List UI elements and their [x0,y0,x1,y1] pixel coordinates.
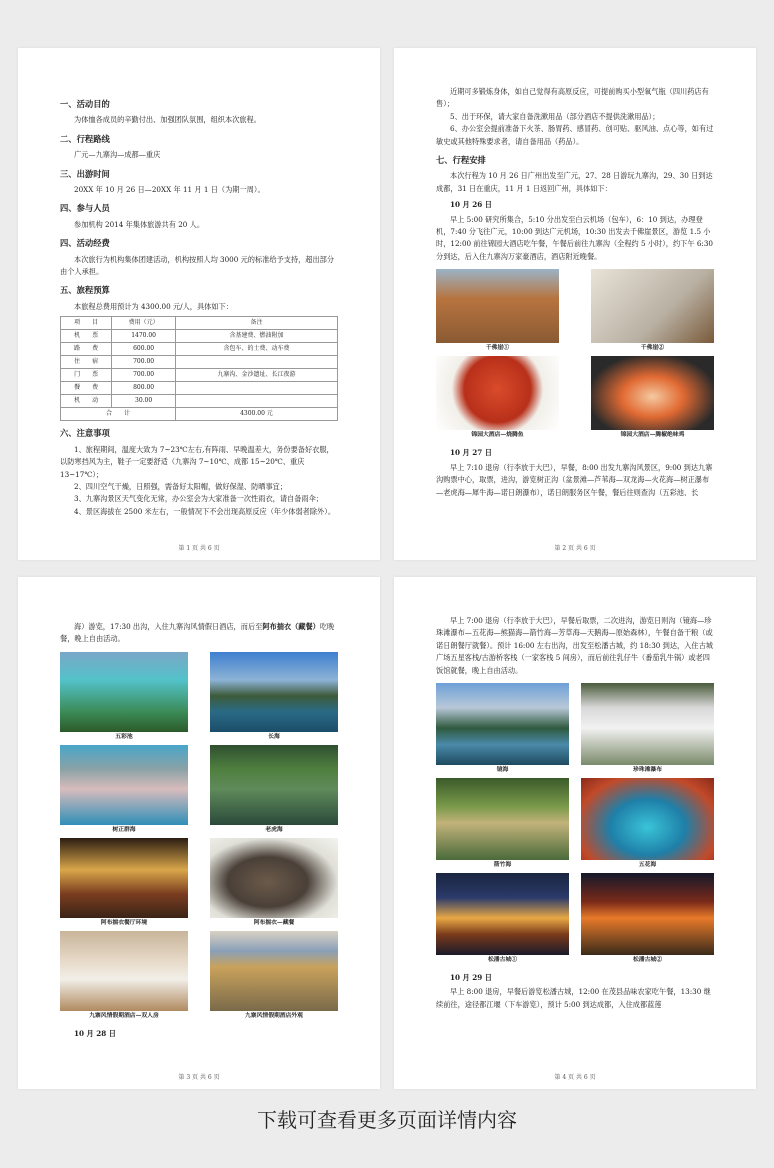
section-heading: 五、旅程预算 [60,285,110,296]
photo-caption: 老虎海 [265,826,283,833]
table-row [61,369,338,382]
table-cell [175,382,337,395]
photo-caption: 五彩池 [115,733,133,740]
note-item: 5、出于环保，请大家自备洗漱用品（部分酒店不提供洗漱用品）； [450,111,660,121]
table-total-row [61,408,338,421]
restaurant-interior-photo [60,838,188,918]
photo-item [591,269,714,353]
day-heading: 10 月 27 日 [450,448,492,458]
table-cell: 九寨沟、金沙遗址、长江夜游 [175,369,337,382]
buddha-carving-photo [591,269,714,343]
table-header-row [61,317,338,330]
section-heading: 二、行程路线 [60,133,110,144]
arrow-bamboo-lake-photo [436,778,569,860]
photo-caption: 九寨风情假期酒店—双人房 [89,1012,159,1019]
table-cell: 机 票 [61,330,112,343]
note-item: 2、四川空气干燥，日照强，需备好太阳帽，做好保湿、防晒事宜； [74,481,288,491]
section-heading: 一、活动目的 [60,99,110,109]
photo-item [60,931,188,1021]
photo-grid [60,652,338,1024]
table-cell: 路 费 [61,343,112,356]
table-cell: 4300.00 元 [175,408,337,421]
photo-item [436,873,569,965]
photo-grid [436,683,714,968]
photo-grid [436,269,714,443]
page-footer: 第 2 页 共 6 页 [554,545,596,552]
day-heading: 10 月 29 日 [450,973,492,983]
photo-item [210,745,338,835]
page-footer: 第 3 页 共 6 页 [178,1074,220,1081]
tibetan-meal-photo [210,838,338,918]
shuzheng-lakes-photo [60,745,188,825]
restaurant-name: 阿布揣衣（藏餐） [262,622,320,631]
paragraph: 早上 7:10 退房（行李放于大巴），早餐，8:00 出发九寨沟风景区，9:00 到达九寨沟购票中心，取票，进沟，游览树正沟（盆景滩—芦苇海—双龙海—火花海—树正瀑布—老虎海—犀牛海—诺日朗瀑布），诺日朗服务区午餐，餐后往则查沟（五彩池、长 [436,462,713,497]
photo-item [436,269,559,353]
long-lake-photo [210,652,338,732]
table-row [61,330,338,343]
paragraph: 20XX 年 10 月 26 日—20XX 年 11 月 1 日（为期一周）。 [74,185,265,195]
photo-item [581,683,714,775]
table-cell [175,356,337,369]
table-row [61,382,338,395]
photo-item [60,745,188,835]
table-row [61,395,338,408]
text-span: 海）游览，17:30 出沟，入住九寨沟风情假日酒店，而后至 [74,622,263,631]
photo-caption: 长海 [268,733,280,740]
photo-caption: 五花海 [638,862,657,869]
table-cell: 含包车、的士费、动车费 [175,343,337,356]
photo-item [436,356,559,440]
table-cell: 600.00 [112,343,176,356]
text-span: 吃晚餐，晚上自由活动。 [60,622,335,644]
photo-item [210,652,338,742]
photo-caption: 千佛崖② [640,345,665,352]
note-item: 6、办公室会提前准备下火茶、肠胃药、感冒药、创可贴、驱风油、点心等，如有过敏史或其他特殊要求者，请自备用品（药品）。 [436,124,714,146]
table-header-cell: 备注 [175,317,337,330]
photo-item [436,778,569,870]
photo-item [581,873,714,965]
photo-caption: 九寨风情假期酒店外观 [245,1012,303,1019]
document-page-4 [394,577,756,1089]
photo-item [60,652,188,742]
section-heading: 四、活动经费 [60,238,110,249]
page-footer: 第 4 页 共 6 页 [554,1074,596,1081]
section-heading: 四、参与人员 [60,203,110,214]
photo-item [591,356,714,440]
colorful-pool-photo [60,652,188,732]
photo-caption: 锦园大酒店—烧腾鱼 [471,432,524,439]
paragraph: 早上 8:00 退房，早餐后游览松潘古城，12:00 在茂县品味农家吃午餐，13:30 继续前往，途径都江堰（下车游览），预计 5:00 到达成都，入住成都蓝莲 [436,987,711,1009]
photo-caption: 千佛崖① [485,345,510,352]
section-heading: 三、出游时间 [60,168,110,179]
table-cell: 机 动 [61,395,112,408]
photo-caption: 珍珠滩瀑布 [633,767,662,774]
table-cell: 1470.00 [112,330,176,343]
table-cell: 800.00 [112,382,176,395]
page-footer: 第 1 页 共 6 页 [178,545,220,552]
cliff-temple-photo [436,269,559,343]
paragraph [60,621,338,646]
paragraph: 广元—九寨沟—成都—重庆 [74,150,161,160]
download-more-banner[interactable]: 下载可查看更多页面详情内容 [257,1108,517,1132]
table-cell: 合 计 [61,408,176,421]
table-cell: 30.00 [112,395,176,408]
spicy-fish-photo [436,356,559,430]
budget-table [60,316,338,421]
photo-item [581,778,714,870]
note-item: 1、旅程期间，温度大致为 7~23℃左右,有阵雨、早晚温差大，务份要备好衣服，以防寒挡风为主，鞋子一定要舒适（九寨沟 7~10℃、成都 15~20℃、重庆 13~17℃）； [60,444,334,479]
paragraph: 本旅程总费用预计为 4300.00 元/人，具体如下： [74,301,233,311]
songpan-street-photo [581,873,714,955]
tiger-lake-photo [210,745,338,825]
document-page-1 [18,48,380,560]
photo-item [210,838,338,928]
photo-item [436,683,569,775]
table-cell: 700.00 [112,356,176,369]
photo-caption: 箭竹海 [493,862,512,869]
document-page-2 [394,48,756,560]
section-heading: 六、注意事项 [60,428,110,439]
hotel-exterior-photo [210,931,338,1011]
day-heading: 10 月 28 日 [74,1028,116,1038]
table-cell: 门 票 [61,369,112,382]
photo-caption: 阿布揣衣—藏餐 [253,919,295,926]
table-header-cell: 费用（元） [112,317,176,330]
paragraph: 本次行程为 10 月 26 日广州出发至广元，27、28 日游玩九寨沟，29、30 日到达成都，31 日在重庆，11 月 1 日返回广州，具体如下： [436,171,713,193]
hotel-room-photo [60,931,188,1011]
photo-caption: 锦园大酒店—腾椒绝味鸡 [620,432,685,439]
photo-caption: 阿布揣衣餐厅环境 [100,919,148,926]
table-cell: 餐 费 [61,382,112,395]
table-cell: 住 宿 [61,356,112,369]
note-item: 3、九寨沟景区天气变化无常，办公室会为大家准备一次性雨衣，请自备雨伞； [74,494,323,504]
photo-item [60,838,188,928]
document-page-3 [18,577,380,1089]
table-cell: 含基建费、燃油附加 [175,330,337,343]
photo-caption: 松潘古城② [633,957,662,964]
photo-item [210,931,338,1021]
photo-caption: 松潘古城① [488,957,517,964]
table-header-cell: 项 目 [61,317,112,330]
paragraph: 早上 7:00 退房（行李放于大巴），早餐后取票，二次进沟，游览日则沟（镜海—珍珠滩瀑布—五花海—熊猫海—箭竹海—芳草海—天鹅海—原始森林），午餐自备干粮（或诺日朗餐厅就餐）。预计 16:00 左右出沟，出发至松潘古城，约 18:30 到达，入住古城广场五星客栈/古游桥客栈（一家客栈 5 间房），而后前往乳仔牛（番茄乳牛锅）或老四饭馆就餐，晚上自由活动。 [436,616,713,675]
day-heading: 10 月 26 日 [450,200,492,210]
mirror-lake-photo [436,683,569,765]
photo-caption: 树正群海 [112,826,136,833]
pearl-waterfall-photo [581,683,714,765]
photo-caption: 镜海 [496,767,509,774]
five-flower-lake-photo [581,778,714,860]
paragraph: 本次旅行为机构集体团建活动，机构按照人均 3000 元的标准给予支持，超出部分由个人承担。 [60,254,335,277]
songpan-night-photo [436,873,569,955]
chicken-dish-photo [591,356,714,430]
table-row [61,343,338,356]
table-cell: 700.00 [112,369,176,382]
table-row [61,356,338,369]
paragraph: 参加机构 2014 年集体旅游共有 20 人。 [74,219,205,229]
table-cell [175,395,337,408]
paragraph: 为体恤各成员的辛勤付出、加强团队氛围，组织本次旅程。 [74,115,261,125]
note-item: 4、景区海拔在 2500 米左右，一般情况下不会出现高原反应（年少体弱者除外）。 [74,506,336,516]
paragraph: 早上 5:00 研究所集合，5:10 分出发至白云机场（包车），6：10 到达，办理登机，7:40 分飞往广元，10:00 到达广元机场，10:30 出发去千佛崖景区，游览 1.5 小时，12:00 前往锦园大酒店吃午餐，午餐后前往九寨沟（全程约 5 小时），约下午 6:30 分到达，后入住九寨沟万家豪酒店，酒店附近晚餐。 [436,214,713,261]
paragraph: 近期可多锻炼身体，如自己觉得有高原反应，可提前购买小型氧气瓶（四川药店有售）； [436,87,709,109]
section-heading: 七、行程安排 [436,155,486,166]
